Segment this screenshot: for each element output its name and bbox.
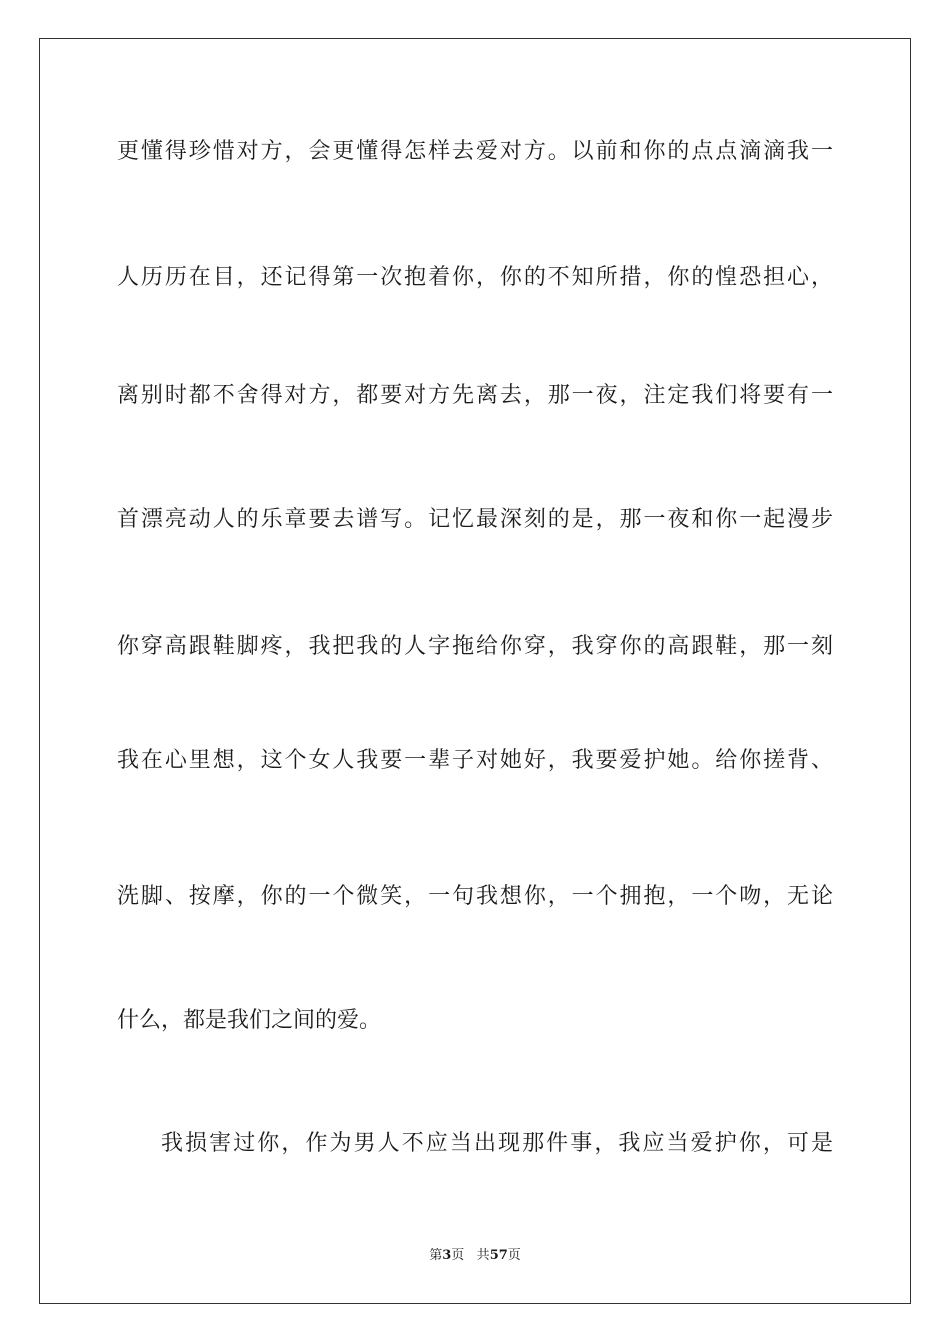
body-text-line: 什么，都是我们之间的爱。 [117,1008,382,1033]
current-page-number: 3 [442,1248,452,1263]
body-text-line: 离别时都不舍得对方，都要对方先离去，那一夜，注定我们将要有一 [117,383,833,408]
page-footer [0,1247,950,1265]
page-prefix: 第 [429,1248,443,1263]
paragraph-first-line: 我损害过你，作为男人不应当出现那件事，我应当爱护你，可是 [161,1131,833,1156]
page-border [39,38,911,1304]
page-suffix: 页 [451,1248,465,1263]
body-text-line: 首漂亮动人的乐章要去谱写。记忆最深刻的是，那一夜和你一起漫步 [117,507,833,532]
body-text-line: 你穿高跟鞋脚疼，我把我的人字拖给你穿，我穿你的高跟鞋，那一刻 [117,634,833,659]
total-prefix: 共 [476,1248,490,1263]
body-text-line: 洗脚、按摩，你的一个微笑，一句我想你，一个拥抱，一个吻，无论 [117,884,833,909]
total-suffix: 页 [507,1248,521,1263]
body-text-line: 更懂得珍惜对方，会更懂得怎样去爱对方。以前和你的点点滴滴我一 [117,139,833,164]
body-text-line: 我在心里想，这个女人我要一辈子对她好，我要爱护她。给你搓背、 [117,748,833,773]
body-text-line: 人历历在目，还记得第一次抱着你，你的不知所措，你的惶恐担心， [117,265,833,290]
total-pages-number: 57 [489,1248,508,1263]
